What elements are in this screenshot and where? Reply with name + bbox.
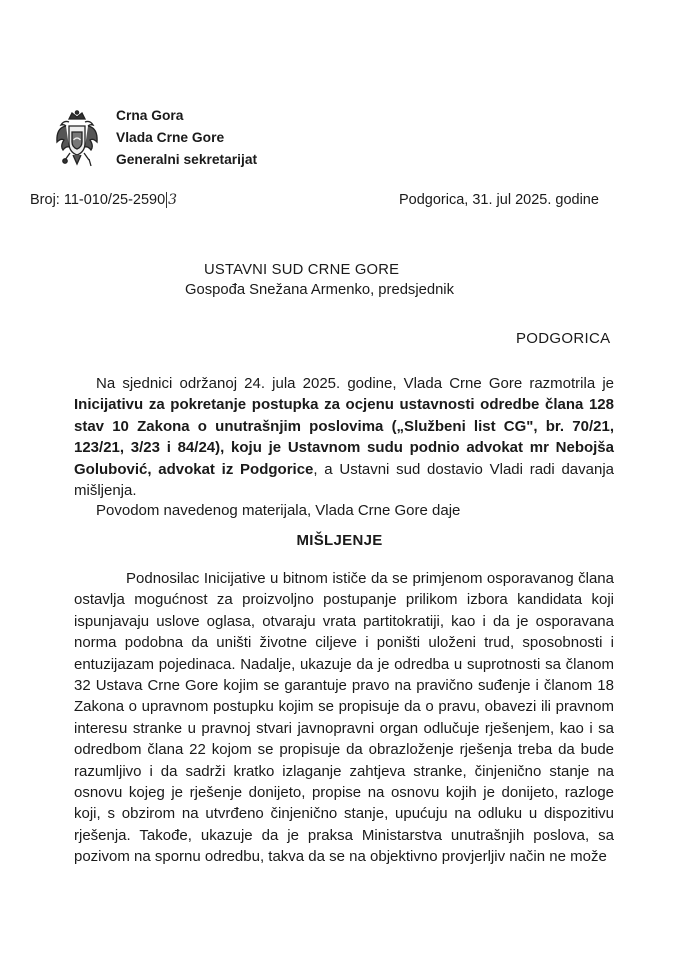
povodom-line: Povodom navedenog materijala, Vlada Crne Gore daje (96, 502, 461, 519)
addressee-person: Gospođa Snežana Armenko, predsjednik (185, 282, 454, 298)
addressee-city: PODGORICA (516, 330, 611, 347)
addressee-institution: USTAVNI SUD CRNE GORE (204, 262, 400, 278)
main-paragraph (74, 568, 614, 868)
handwritten-suffix: 3 (168, 192, 178, 208)
main-paragraph-text: Podnosilac Inicijative u bitnom ističe da se primjenom osporavanog člana ostavlja mogućnost za proizvoljno postupanje prilikom izbora kandidata koji ispunjavaju uslove oglasa, otvaraju vrata partitokratiji, kao i da je osporavana norma podobna da uništi životne ciljeve i poništi uloženi trud, sposobnosti i entuzijazam pojedinaca. Nadalje, ukazuje da je odredba u suprotnosti sa članom 32 Ustava Crne Gore kojim se garantuje pravo na pravično suđenje i članom 18 Zakona o upravnom postupku kojim se propisuje da o pravu, obavezi ili pravnom interesu stranke u pravnoj stvari javnopravni organ odlučuje rješenjem, kao i sa odredbom člana 22 kojom se propisuje da obrazloženje rješenja treba da bude razumljivo i da sadrži kratko izlaganje zahtjeva stranke, činjenično stanje na osnovu kojeg je rješenje donijeto, propise na osnovu kojih je donijeto, razloge koji, s obzirom na utvrđeno činjenično stanje, upućuju na odluku u dispozitivu rješenja. Takođe, ukazuje da je praksa Ministarstva unutrašnjih poslova, sa pozivom na spornu odredbu, takva da se na objektivno provjerljiv način ne može (74, 570, 614, 866)
letterhead-government: Vlada Crne Gore (116, 130, 225, 145)
letterhead-secretariat: Generalni sekretarijat (116, 152, 258, 167)
heading-text: MIŠLJENJE (296, 532, 383, 549)
reference-number: Broj: 11-010/25-2590 (30, 192, 166, 208)
intro-text-1: Na sjednici održanoj 24. jula 2025. godine, Vlada Crne Gore razmotrila je (96, 375, 614, 392)
intro-paragraph (74, 373, 614, 501)
reference-number-row (30, 192, 177, 208)
section-heading (0, 532, 679, 549)
montenegro-coat-of-arms-icon (54, 110, 100, 170)
letterhead-country: Crna Gora (116, 108, 184, 123)
intro-text-2: , a Ustavni sud dostavio Vladi radi davanja mišljenja. (74, 460, 614, 500)
place-date: Podgorica, 31. jul 2025. godine (399, 192, 599, 208)
intro-bold-initiative: Inicijativu za pokretanje postupka za ocjenu ustavnosti odredbe člana 128 stav 10 Zakona o unutrašnjim poslovima („Službeni list CG", br. 70/21, 123/21, 3/23 i 84/24), koju je Ustavnom sudu podnio advokat mr Nebojša Golubović, advokat iz Podgorice (74, 396, 614, 478)
